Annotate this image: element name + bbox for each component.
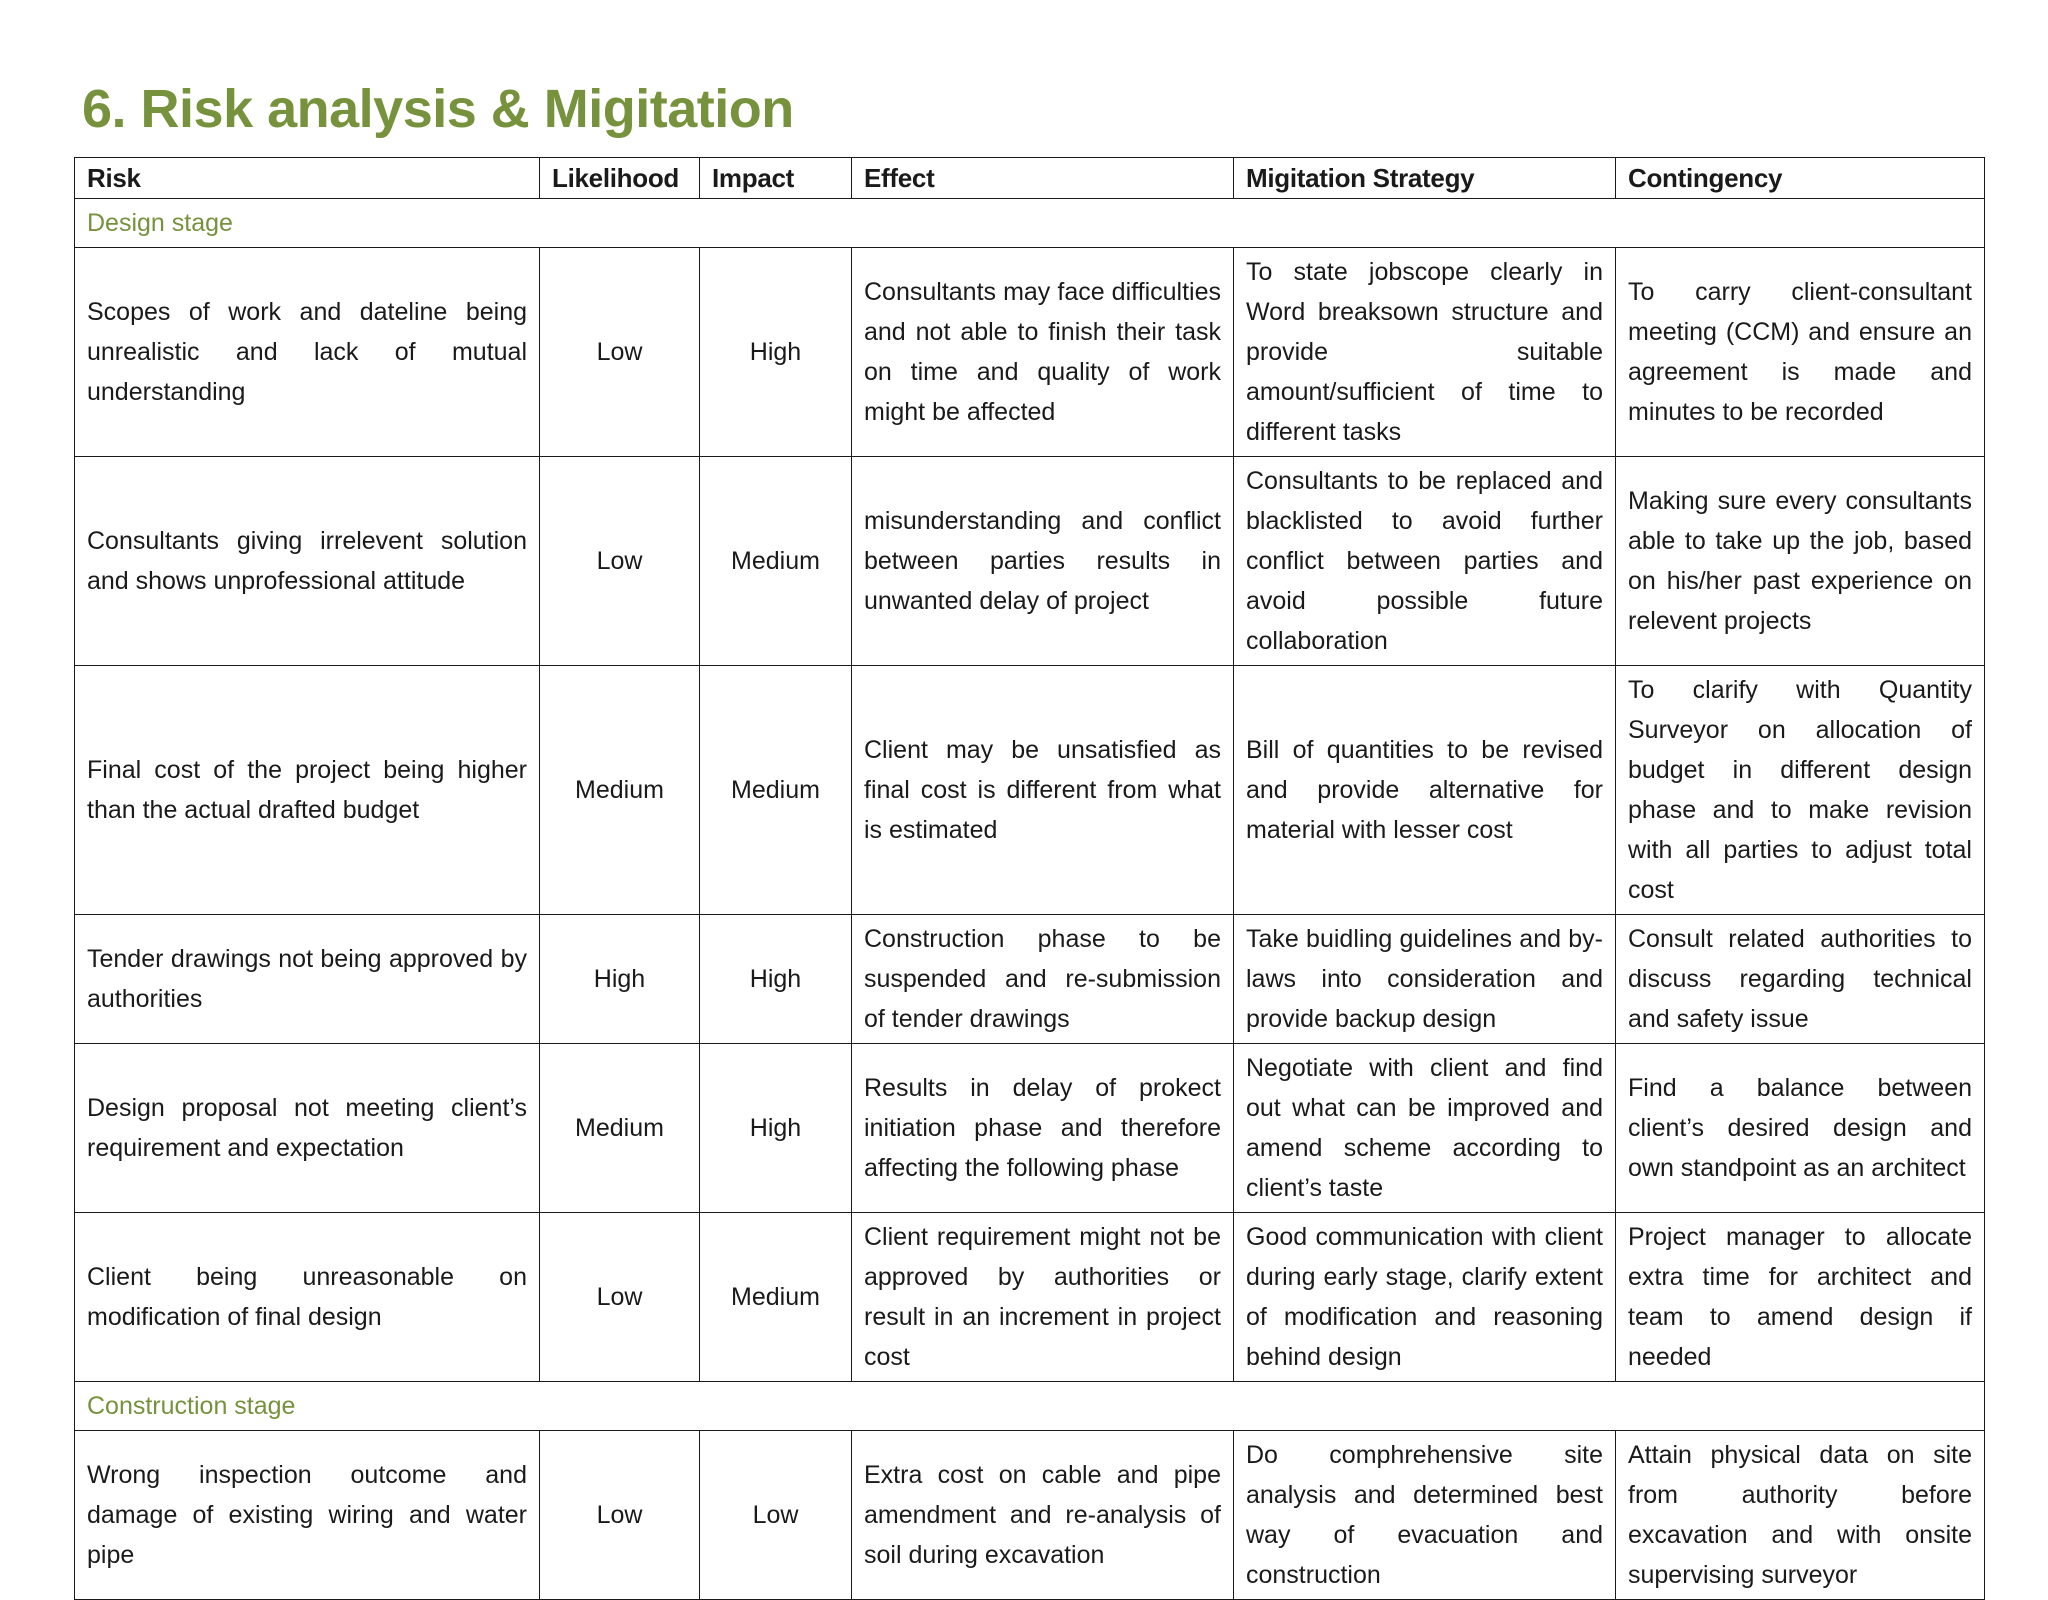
effect-cell: Extra cost on cable and pipe amendment and re-analysis of soil during excavation bbox=[852, 1431, 1234, 1600]
risk-cell: Design proposal not meeting client’s requirement and expectation bbox=[75, 1044, 540, 1213]
header-effect: Effect bbox=[852, 158, 1234, 199]
stage-label-design: Design stage bbox=[75, 199, 1985, 248]
likelihood-cell: Medium bbox=[540, 1044, 700, 1213]
table-row bbox=[75, 915, 1985, 1044]
table-row bbox=[75, 1044, 1985, 1213]
impact-cell: Medium bbox=[700, 1213, 852, 1382]
strategy-cell: Good communication with client during early stage, clarify extent of modification and reasoning behind design bbox=[1234, 1213, 1616, 1382]
impact-cell: High bbox=[700, 1044, 852, 1213]
contingency-cell: Making sure every consultants able to take up the job, based on his/her past experience on relevent projects bbox=[1616, 457, 1985, 666]
risk-table bbox=[74, 157, 1985, 1600]
risk-cell: Tender drawings not being approved by authorities bbox=[75, 915, 540, 1044]
table-header-row bbox=[75, 158, 1985, 199]
stage-row-design bbox=[75, 199, 1985, 248]
strategy-cell: Consultants to be replaced and blacklisted to avoid further conflict between parties and avoid possible future collaboration bbox=[1234, 457, 1616, 666]
likelihood-cell: Low bbox=[540, 248, 700, 457]
strategy-cell: To state jobscope clearly in Word breaksown structure and provide suitable amount/sufficient of time to different tasks bbox=[1234, 248, 1616, 457]
contingency-cell: Consult related authorities to discuss regarding technical and safety issue bbox=[1616, 915, 1985, 1044]
risk-cell: Final cost of the project being higher than the actual drafted budget bbox=[75, 666, 540, 915]
table-row bbox=[75, 666, 1985, 915]
strategy-cell: Bill of quantities to be revised and provide alternative for material with lesser cost bbox=[1234, 666, 1616, 915]
effect-cell: misunderstanding and conflict between parties results in unwanted delay of project bbox=[852, 457, 1234, 666]
likelihood-cell: Low bbox=[540, 1431, 700, 1600]
header-likelihood: Likelihood bbox=[540, 158, 700, 199]
strategy-cell: Do comphrehensive site analysis and determined best way of evacuation and construction bbox=[1234, 1431, 1616, 1600]
impact-cell: Medium bbox=[700, 666, 852, 915]
likelihood-cell: Low bbox=[540, 1213, 700, 1382]
effect-cell: Client may be unsatisfied as final cost is different from what is estimated bbox=[852, 666, 1234, 915]
page-title: 6. Risk analysis & Migitation bbox=[82, 79, 794, 139]
impact-cell: Low bbox=[700, 1431, 852, 1600]
header-contingency: Contingency bbox=[1616, 158, 1985, 199]
contingency-cell: Find a balance between client’s desired design and own standpoint as an architect bbox=[1616, 1044, 1985, 1213]
table-row bbox=[75, 1213, 1985, 1382]
contingency-cell: Attain physical data on site from authority before excavation and with onsite supervising surveyor bbox=[1616, 1431, 1985, 1600]
likelihood-cell: High bbox=[540, 915, 700, 1044]
stage-row-construction bbox=[75, 1382, 1985, 1431]
contingency-cell: To clarify with Quantity Surveyor on allocation of budget in different design phase and to make revision with all parties to adjust total cost bbox=[1616, 666, 1985, 915]
strategy-cell: Take buidling guidelines and by-laws into consideration and provide backup design bbox=[1234, 915, 1616, 1044]
impact-cell: High bbox=[700, 248, 852, 457]
effect-cell: Construction phase to be suspended and re-submission of tender drawings bbox=[852, 915, 1234, 1044]
table-row bbox=[75, 457, 1985, 666]
risk-cell: Wrong inspection outcome and damage of existing wiring and water pipe bbox=[75, 1431, 540, 1600]
impact-cell: Medium bbox=[700, 457, 852, 666]
effect-cell: Client requirement might not be approved by authorities or result in an increment in project cost bbox=[852, 1213, 1234, 1382]
effect-cell: Consultants may face difficulties and not able to finish their task on time and quality of work might be affected bbox=[852, 248, 1234, 457]
effect-cell: Results in delay of prokect initiation phase and therefore affecting the following phase bbox=[852, 1044, 1234, 1213]
strategy-cell: Negotiate with client and find out what can be improved and amend scheme according to client’s taste bbox=[1234, 1044, 1616, 1213]
risk-cell: Scopes of work and dateline being unrealistic and lack of mutual understanding bbox=[75, 248, 540, 457]
contingency-cell: Project manager to allocate extra time for architect and team to amend design if needed bbox=[1616, 1213, 1985, 1382]
header-strategy: Migitation Strategy bbox=[1234, 158, 1616, 199]
table-row bbox=[75, 1431, 1985, 1600]
stage-label-construction: Construction stage bbox=[75, 1382, 1985, 1431]
impact-cell: High bbox=[700, 915, 852, 1044]
header-impact: Impact bbox=[700, 158, 852, 199]
likelihood-cell: Low bbox=[540, 457, 700, 666]
likelihood-cell: Medium bbox=[540, 666, 700, 915]
table-row bbox=[75, 248, 1985, 457]
risk-cell: Consultants giving irrelevent solution and shows unprofessional attitude bbox=[75, 457, 540, 666]
header-risk: Risk bbox=[75, 158, 540, 199]
contingency-cell: To carry client-consultant meeting (CCM) and ensure an agreement is made and minutes to be recorded bbox=[1616, 248, 1985, 457]
risk-cell: Client being unreasonable on modification of final design bbox=[75, 1213, 540, 1382]
